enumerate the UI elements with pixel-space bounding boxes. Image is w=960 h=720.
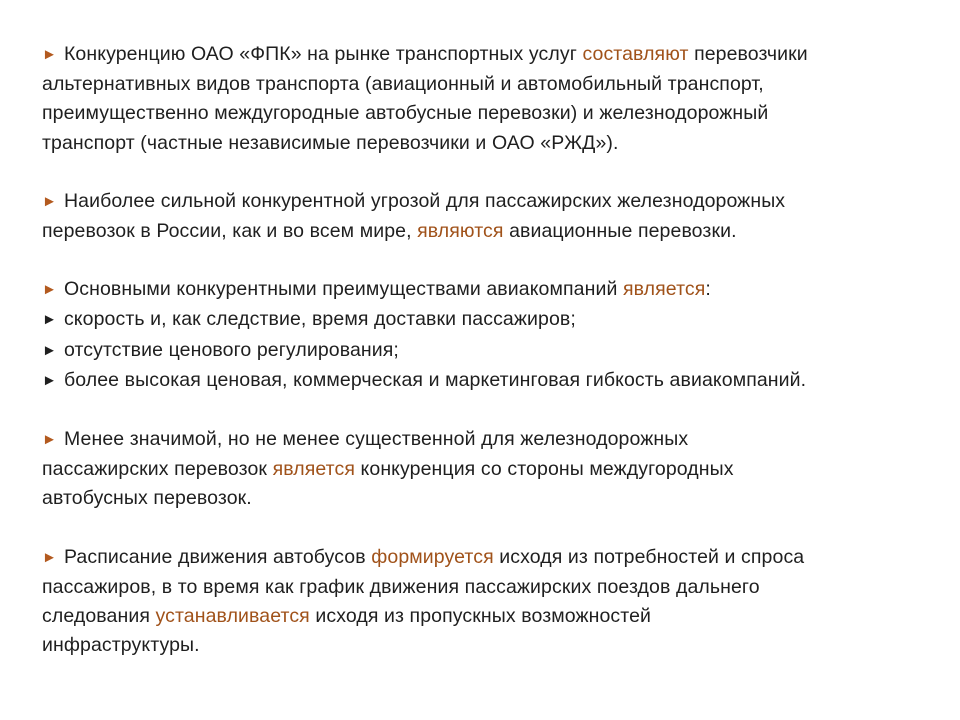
- paragraph-threat: [42, 187, 922, 246]
- text-run: Конкуренцию ОАО «ФПК» на рынке транспортных услуг: [63, 43, 583, 65]
- text-line: [42, 425, 922, 455]
- text-run: скорость и, как следствие, время доставки пассажиров;: [63, 308, 576, 331]
- bullet-arrow-icon: ►: [42, 281, 57, 299]
- list-item: [42, 336, 922, 366]
- text-run: следования: [42, 605, 156, 628]
- bullet-arrow-icon: ►: [42, 371, 57, 389]
- text-line: [42, 275, 922, 305]
- bullet-arrow-icon: ►: [42, 431, 57, 449]
- highlighted-word: является: [622, 278, 706, 301]
- highlighted-word: является: [272, 458, 355, 481]
- paragraph-advantages: [42, 275, 922, 396]
- text-line: [42, 187, 922, 217]
- paragraph-schedule: [42, 543, 922, 661]
- text-line: инфраструктуры.: [42, 634, 200, 657]
- text-line: пассажиров, в то время как график движения пассажирских поездов дальнего: [42, 575, 760, 598]
- bullet-arrow-icon: ►: [42, 548, 57, 566]
- text-run: Наиболее сильной конкурентной угрозой для пассажирских железнодорожных: [63, 189, 786, 212]
- text-line: [42, 602, 922, 631]
- text-run: исходя из пропускных возможностей: [309, 605, 652, 628]
- text-line: транспорт (частные независимые перевозчики и ОАО «РЖД»).: [42, 131, 619, 154]
- text-run: Менее значимой, но не менее существенной для железнодорожных: [63, 428, 689, 451]
- text-run: авиационные перевозки.: [503, 220, 737, 243]
- text-run: исходя из потребностей и спроса: [493, 545, 805, 568]
- text-line: автобусных перевозок.: [42, 487, 252, 510]
- text-line: [42, 40, 922, 70]
- paragraph-competition: [42, 40, 922, 158]
- bullet-arrow-icon: ►: [42, 341, 57, 359]
- text-run: более высокая ценовая, коммерческая и маркетинговая гибкость авиакомпаний.: [63, 368, 807, 391]
- list-item: [42, 305, 922, 335]
- text-line: преимущественно междугородные автобусные перевозки) и железнодорожный: [42, 102, 769, 125]
- highlighted-word: устанавливается: [155, 605, 310, 628]
- text-line: [42, 217, 922, 246]
- highlighted-word: формируется: [371, 545, 494, 568]
- bullet-arrow-icon: ►: [42, 311, 57, 329]
- list-item: [42, 366, 922, 396]
- text-run: перевозчики: [688, 43, 808, 65]
- bullet-arrow-icon: ►: [42, 46, 57, 63]
- text-run: Основными конкурентными преимуществами авиакомпаний: [63, 278, 623, 301]
- text-line: [42, 543, 922, 573]
- text-run: :: [705, 278, 711, 301]
- highlighted-word: являются: [417, 220, 504, 243]
- text-run: отсутствие ценового регулирования;: [63, 338, 399, 361]
- highlighted-word: составляют: [582, 43, 689, 65]
- paragraph-bus-competition: [42, 425, 922, 514]
- text-run: перевозок в России, как и во всем мире,: [42, 220, 418, 243]
- text-run: пассажирских перевозок: [42, 458, 273, 481]
- slide-content: [42, 40, 922, 689]
- text-run: конкуренция со стороны междугородных: [355, 458, 734, 481]
- text-line: альтернативных видов транспорта (авиационный и автомобильный транспорт,: [42, 73, 764, 96]
- bullet-arrow-icon: ►: [42, 192, 57, 210]
- text-run: Расписание движения автобусов: [63, 545, 372, 568]
- text-line: [42, 455, 922, 484]
